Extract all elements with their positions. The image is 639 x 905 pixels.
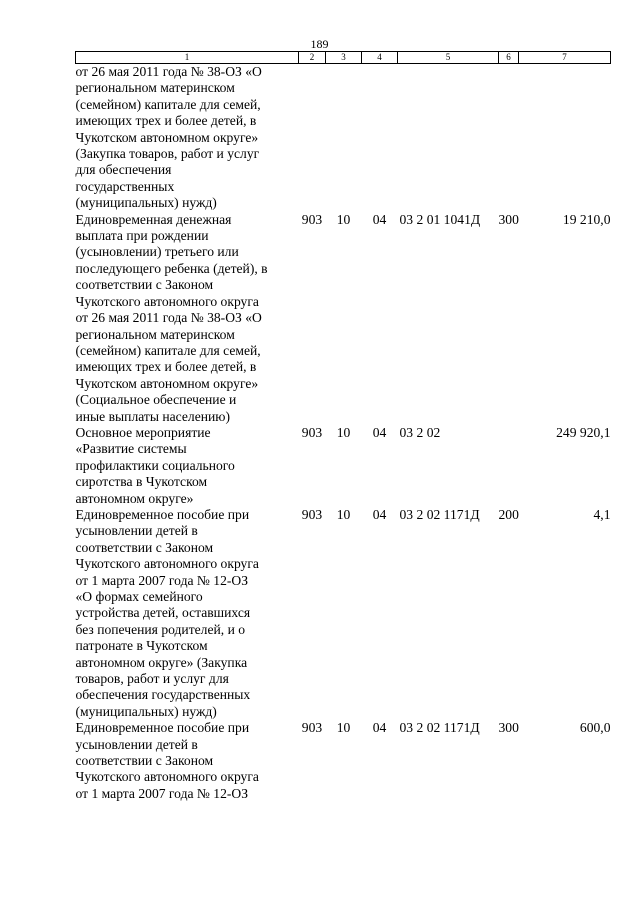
description-line: от 1 марта 2007 года № 12-ОЗ xyxy=(75,572,249,588)
description-line: Единовременное пособие при xyxy=(75,506,250,522)
description-line: усыновлении детей в xyxy=(75,736,198,752)
description-line: региональном материнском xyxy=(75,80,235,96)
description-line: усыновлении детей в xyxy=(75,523,198,539)
subsection-code: 04 xyxy=(372,211,387,227)
description-line: Чукотского автономного округа xyxy=(75,293,259,309)
row-description xyxy=(76,720,299,802)
description-line: Основное мероприятие xyxy=(75,424,211,440)
column-header: 4 xyxy=(362,52,398,64)
subsection-code: 04 xyxy=(372,720,387,736)
target-article-code: 03 2 02 1171Д xyxy=(399,720,480,736)
ministry-code: 903 xyxy=(301,211,323,227)
description-line: Единовременная денежная xyxy=(75,211,232,227)
description-line: имеющих трех и более детей, в xyxy=(75,113,257,129)
description-line: соответствии с Законом xyxy=(75,539,214,555)
description-line: Чукотском автономном округе» xyxy=(75,129,259,145)
description-line: региональном материнском xyxy=(75,326,235,342)
amount: 249 920,1 xyxy=(556,424,611,440)
table-row xyxy=(76,425,611,507)
description-line: (муниципальных) нужд) xyxy=(75,703,217,719)
target-article-code xyxy=(398,64,499,212)
row-description xyxy=(76,212,299,425)
subsection-code xyxy=(362,64,398,212)
row-description xyxy=(76,425,299,507)
description-line: от 1 марта 2007 года № 12-ОЗ xyxy=(75,785,249,801)
column-header: 7 xyxy=(519,52,611,64)
table-row xyxy=(76,507,611,720)
description-line: (семейном) капитале для семей, xyxy=(75,342,261,358)
description-line: (Закупка товаров, работ и услуг xyxy=(75,146,260,162)
description-line: автономном округе» xyxy=(75,490,194,506)
description-line: без попечения родителей, и о xyxy=(75,621,246,637)
amount: 4,1 xyxy=(593,506,611,522)
description-line: профилактики социального xyxy=(75,457,235,473)
table-row xyxy=(76,720,611,802)
target-article-code: 03 2 02 1171Д xyxy=(399,506,480,522)
description-line: обеспечения государственных xyxy=(75,687,251,703)
description-line: для обеспечения xyxy=(75,162,172,178)
description-line: последующего ребенка (детей), в xyxy=(75,260,268,276)
column-header: 2 xyxy=(299,52,326,64)
description-line: (муниципальных) нужд) xyxy=(75,195,217,211)
description-line: патронате в Чукотском xyxy=(75,638,208,654)
row-description xyxy=(76,507,299,720)
table-header-row xyxy=(76,52,611,64)
section-code: 10 xyxy=(336,424,351,440)
description-line: государственных xyxy=(75,178,175,194)
description-line: Чукотском автономном округе» xyxy=(75,375,259,391)
description-line: (семейном) капитале для семей, xyxy=(75,96,261,112)
target-article-code: 03 2 01 1041Д xyxy=(399,211,481,227)
description-line: от 26 мая 2011 года № 38-ОЗ «О xyxy=(75,64,262,79)
column-header: 6 xyxy=(499,52,519,64)
target-article-code: 03 2 02 xyxy=(399,424,441,440)
description-line: товаров, работ и услуг для xyxy=(75,671,229,687)
description-line: соответствии с Законом xyxy=(75,753,214,769)
description-line: иные выплаты населению) xyxy=(75,408,230,424)
section-code: 10 xyxy=(336,211,351,227)
description-line: от 26 мая 2011 года № 38-ОЗ «О xyxy=(75,310,262,326)
table-row xyxy=(76,212,611,425)
description-line: (усыновлении) третьего или xyxy=(75,244,239,260)
expense-type-code xyxy=(499,425,519,507)
expense-type-code xyxy=(499,64,519,212)
column-header: 1 xyxy=(76,52,299,64)
description-line: сиротства в Чукотском xyxy=(75,474,208,490)
description-line: (Социальное обеспечение и xyxy=(75,392,237,408)
section-code xyxy=(326,64,362,212)
row-description xyxy=(76,64,299,212)
amount: 19 210,0 xyxy=(562,211,611,227)
subsection-code: 04 xyxy=(372,424,387,440)
expense-type-code: 300 xyxy=(498,211,519,227)
expense-type-code: 300 xyxy=(498,720,519,736)
expense-type-code: 200 xyxy=(498,506,519,522)
description-line: Чукотского автономного округа xyxy=(75,769,259,785)
ministry-code: 903 xyxy=(301,506,323,522)
description-line: автономном округе» (Закупка xyxy=(75,654,248,670)
description-line: соответствии с Законом xyxy=(75,277,214,293)
ministry-code: 903 xyxy=(301,720,323,736)
description-line: устройства детей, оставшихся xyxy=(75,605,251,621)
description-line: «О формах семейного xyxy=(75,589,203,604)
page-number: 189 xyxy=(310,37,329,51)
amount xyxy=(519,64,611,212)
description-line: выплата при рождении xyxy=(75,228,209,244)
description-line: Чукотского автономного округа xyxy=(75,556,259,572)
table-row xyxy=(76,64,611,212)
description-line: Единовременное пособие при xyxy=(75,720,250,736)
description-line: имеющих трех и более детей, в xyxy=(75,359,257,375)
ministry-code: 903 xyxy=(301,424,323,440)
description-line: «Развитие системы xyxy=(75,441,187,457)
budget-table xyxy=(75,51,611,802)
subsection-code: 04 xyxy=(372,506,387,522)
section-code: 10 xyxy=(336,720,351,736)
ministry-code xyxy=(299,64,326,212)
section-code: 10 xyxy=(336,506,351,522)
amount: 600,0 xyxy=(579,720,611,736)
column-header: 3 xyxy=(326,52,362,64)
column-header: 5 xyxy=(398,52,499,64)
